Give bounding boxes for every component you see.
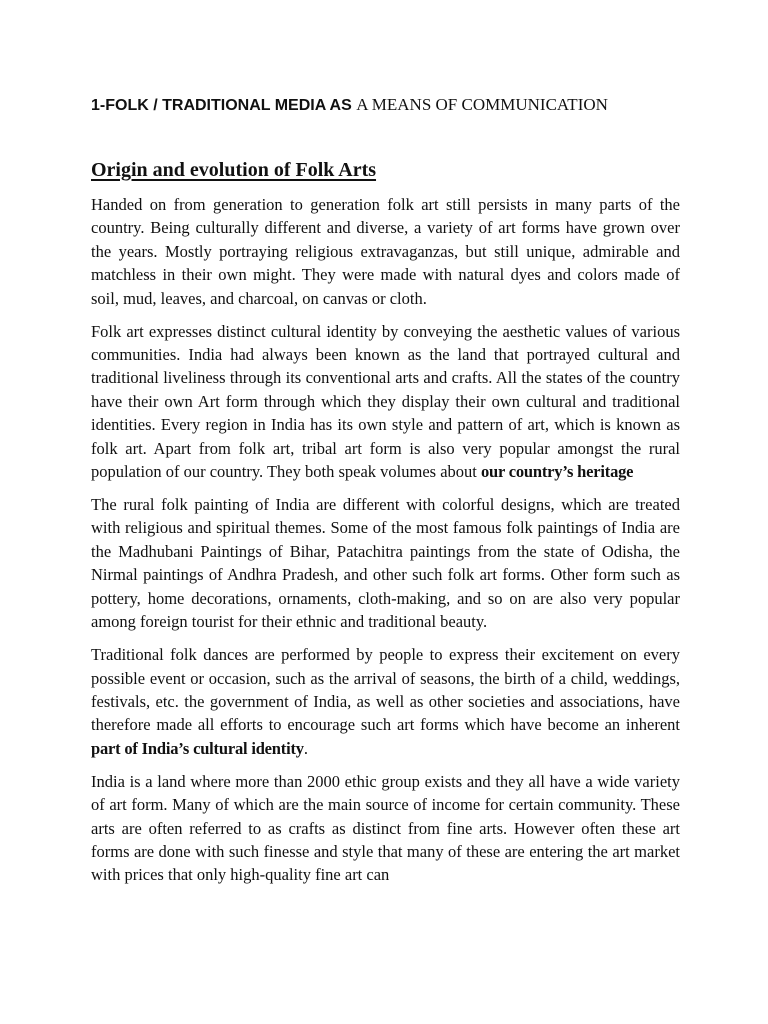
paragraph-4-text: Traditional folk dances are performed by people to express their excitement on every possible event or occasion, such as the arrival of seasons, the birth of a child, weddings, festivals, etc. the government of India, as well as other societies and associations, have therefore made all efforts to encourage such art forms which have become an inherent <box>91 645 680 735</box>
paragraph-3 <box>91 493 680 633</box>
paragraph-4-emphasis: part of India’s cultural identity <box>91 738 304 758</box>
heading-part-sans: 1-FOLK / TRADITIONAL MEDIA AS <box>91 97 357 114</box>
paragraph-1 <box>91 193 680 310</box>
paragraph-2-emphasis: our country’s heritage <box>480 462 634 482</box>
heading-part-serif: A MEANS OF COMMUNICATION <box>356 95 608 114</box>
paragraph-2-text: Folk art expresses distinct cultural identity by conveying the aesthetic values of various communities. India had always been known as the land that portrayed cultural and traditional liveliness through its conventional arts and crafts. All the states of the country have their own Art form through which they display their own cultural and traditional identities. Every region in India has its own style and pattern of art, which is known as folk art. Apart from folk art, tribal art form is also very popular amongst the rural population of our country. They both speak volumes about <box>91 321 680 482</box>
paragraph-3-text: The rural folk painting of India are different with colorful designs, which are treated with religious and spiritual themes. Some of the most famous folk paintings of India are the Madhubani Paintings of Bihar, Patachitra paintings from the state of Odisha, the Nirmal paintings of Andhra Pradesh, and other such folk art forms. Other form such as pottery, home decorations, ornaments, cloth-making, and so on are also very popular among foreign tourist for their ethnic and traditional beauty. <box>91 495 680 632</box>
paragraph-5-text: India is a land where more than 2000 ethic group exists and they all have a wide variety of art form. Many of which are the main source of income for certain community. These arts are often referred to as crafts as distinct from fine arts. However often these art forms are done with such finesse and style that many of these are entering the art market with prices that only high-quality fine art can <box>91 771 680 885</box>
paragraph-5 <box>91 770 680 887</box>
document-heading <box>91 94 680 117</box>
paragraph-2 <box>91 320 680 484</box>
paragraph-4 <box>91 643 680 760</box>
paragraph-1-text: Handed on from generation to generation folk art still persists in many parts of the country. Being culturally different and diverse, a variety of art forms have grown over the years. Mostly portraying religious extravaganzas, but still unique, admirable and matchless in their own might. They were made with natural dyes and colors made of soil, mud, leaves, and charcoal, on canvas or cloth. <box>91 195 680 308</box>
paragraph-4-after: . <box>303 738 308 758</box>
section-title: Origin and evolution of Folk Arts <box>91 159 377 181</box>
